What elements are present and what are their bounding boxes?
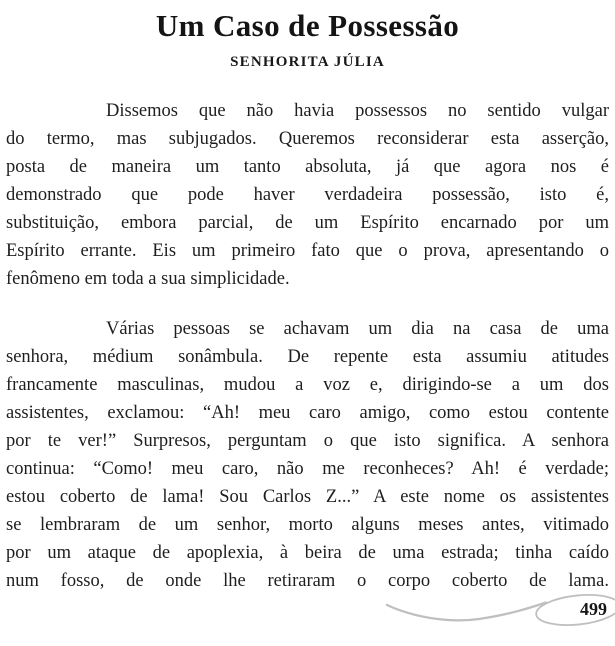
paragraph — [6, 315, 609, 595]
page-footer — [375, 590, 615, 640]
text-line: assistentes, exclamou: “Ah! meu caro amigo, como estou contente — [6, 403, 609, 423]
text-line: francamente masculinas, mudou a voz e, dirigindo-se a um dos — [6, 375, 609, 395]
text-line: demonstrado que pode haver verdadeira possessão, isto é, — [6, 185, 609, 205]
text-line: Espírito errante. Eis um primeiro fato que o prova, apresentando o — [6, 241, 609, 261]
page-number: 499 — [580, 599, 607, 619]
text-line: por um ataque de apoplexia, à beira de uma estrada; tinha caído — [6, 543, 609, 563]
text-line: Várias pessoas se achavam um dia na casa de uma — [106, 319, 609, 339]
text-line: Dissemos que não havia possessos no sentido vulgar — [106, 101, 609, 121]
text-line: por te ver!” Surpresos, perguntam o que isto significa. A senhora — [6, 431, 609, 451]
text-line: estou coberto de lama! Sou Carlos Z...” A este nome os assistentes — [6, 487, 609, 507]
paragraph — [6, 97, 609, 293]
text-line: continua: “Como! meu caro, não me reconheces? Ah! é verdade; — [6, 459, 609, 479]
text-line: fenômeno em toda a sua simplicidade. — [6, 269, 290, 289]
flourish-ornament — [375, 590, 615, 640]
text-line: se lembraram de um senhor, morto alguns meses antes, vitimado — [6, 515, 609, 535]
text-line: senhora, médium sonâmbula. De repente esta assumiu atitudes — [6, 347, 609, 367]
text-line: do termo, mas subjugados. Queremos reconsiderar esta asserção, — [6, 129, 609, 149]
page-title: Um Caso de Possessão — [155, 8, 460, 43]
body-text — [6, 97, 609, 595]
text-line: num fosso, de onde lhe retiraram o corpo coberto de lama. — [6, 571, 609, 591]
text-line: posta de maneira um tanto absoluta, já que agora nos é — [6, 157, 609, 177]
page-subtitle: SENHORITA JÚLIA — [230, 54, 385, 70]
text-line: substituição, embora parcial, de um Espírito encarnado por um — [6, 213, 609, 233]
